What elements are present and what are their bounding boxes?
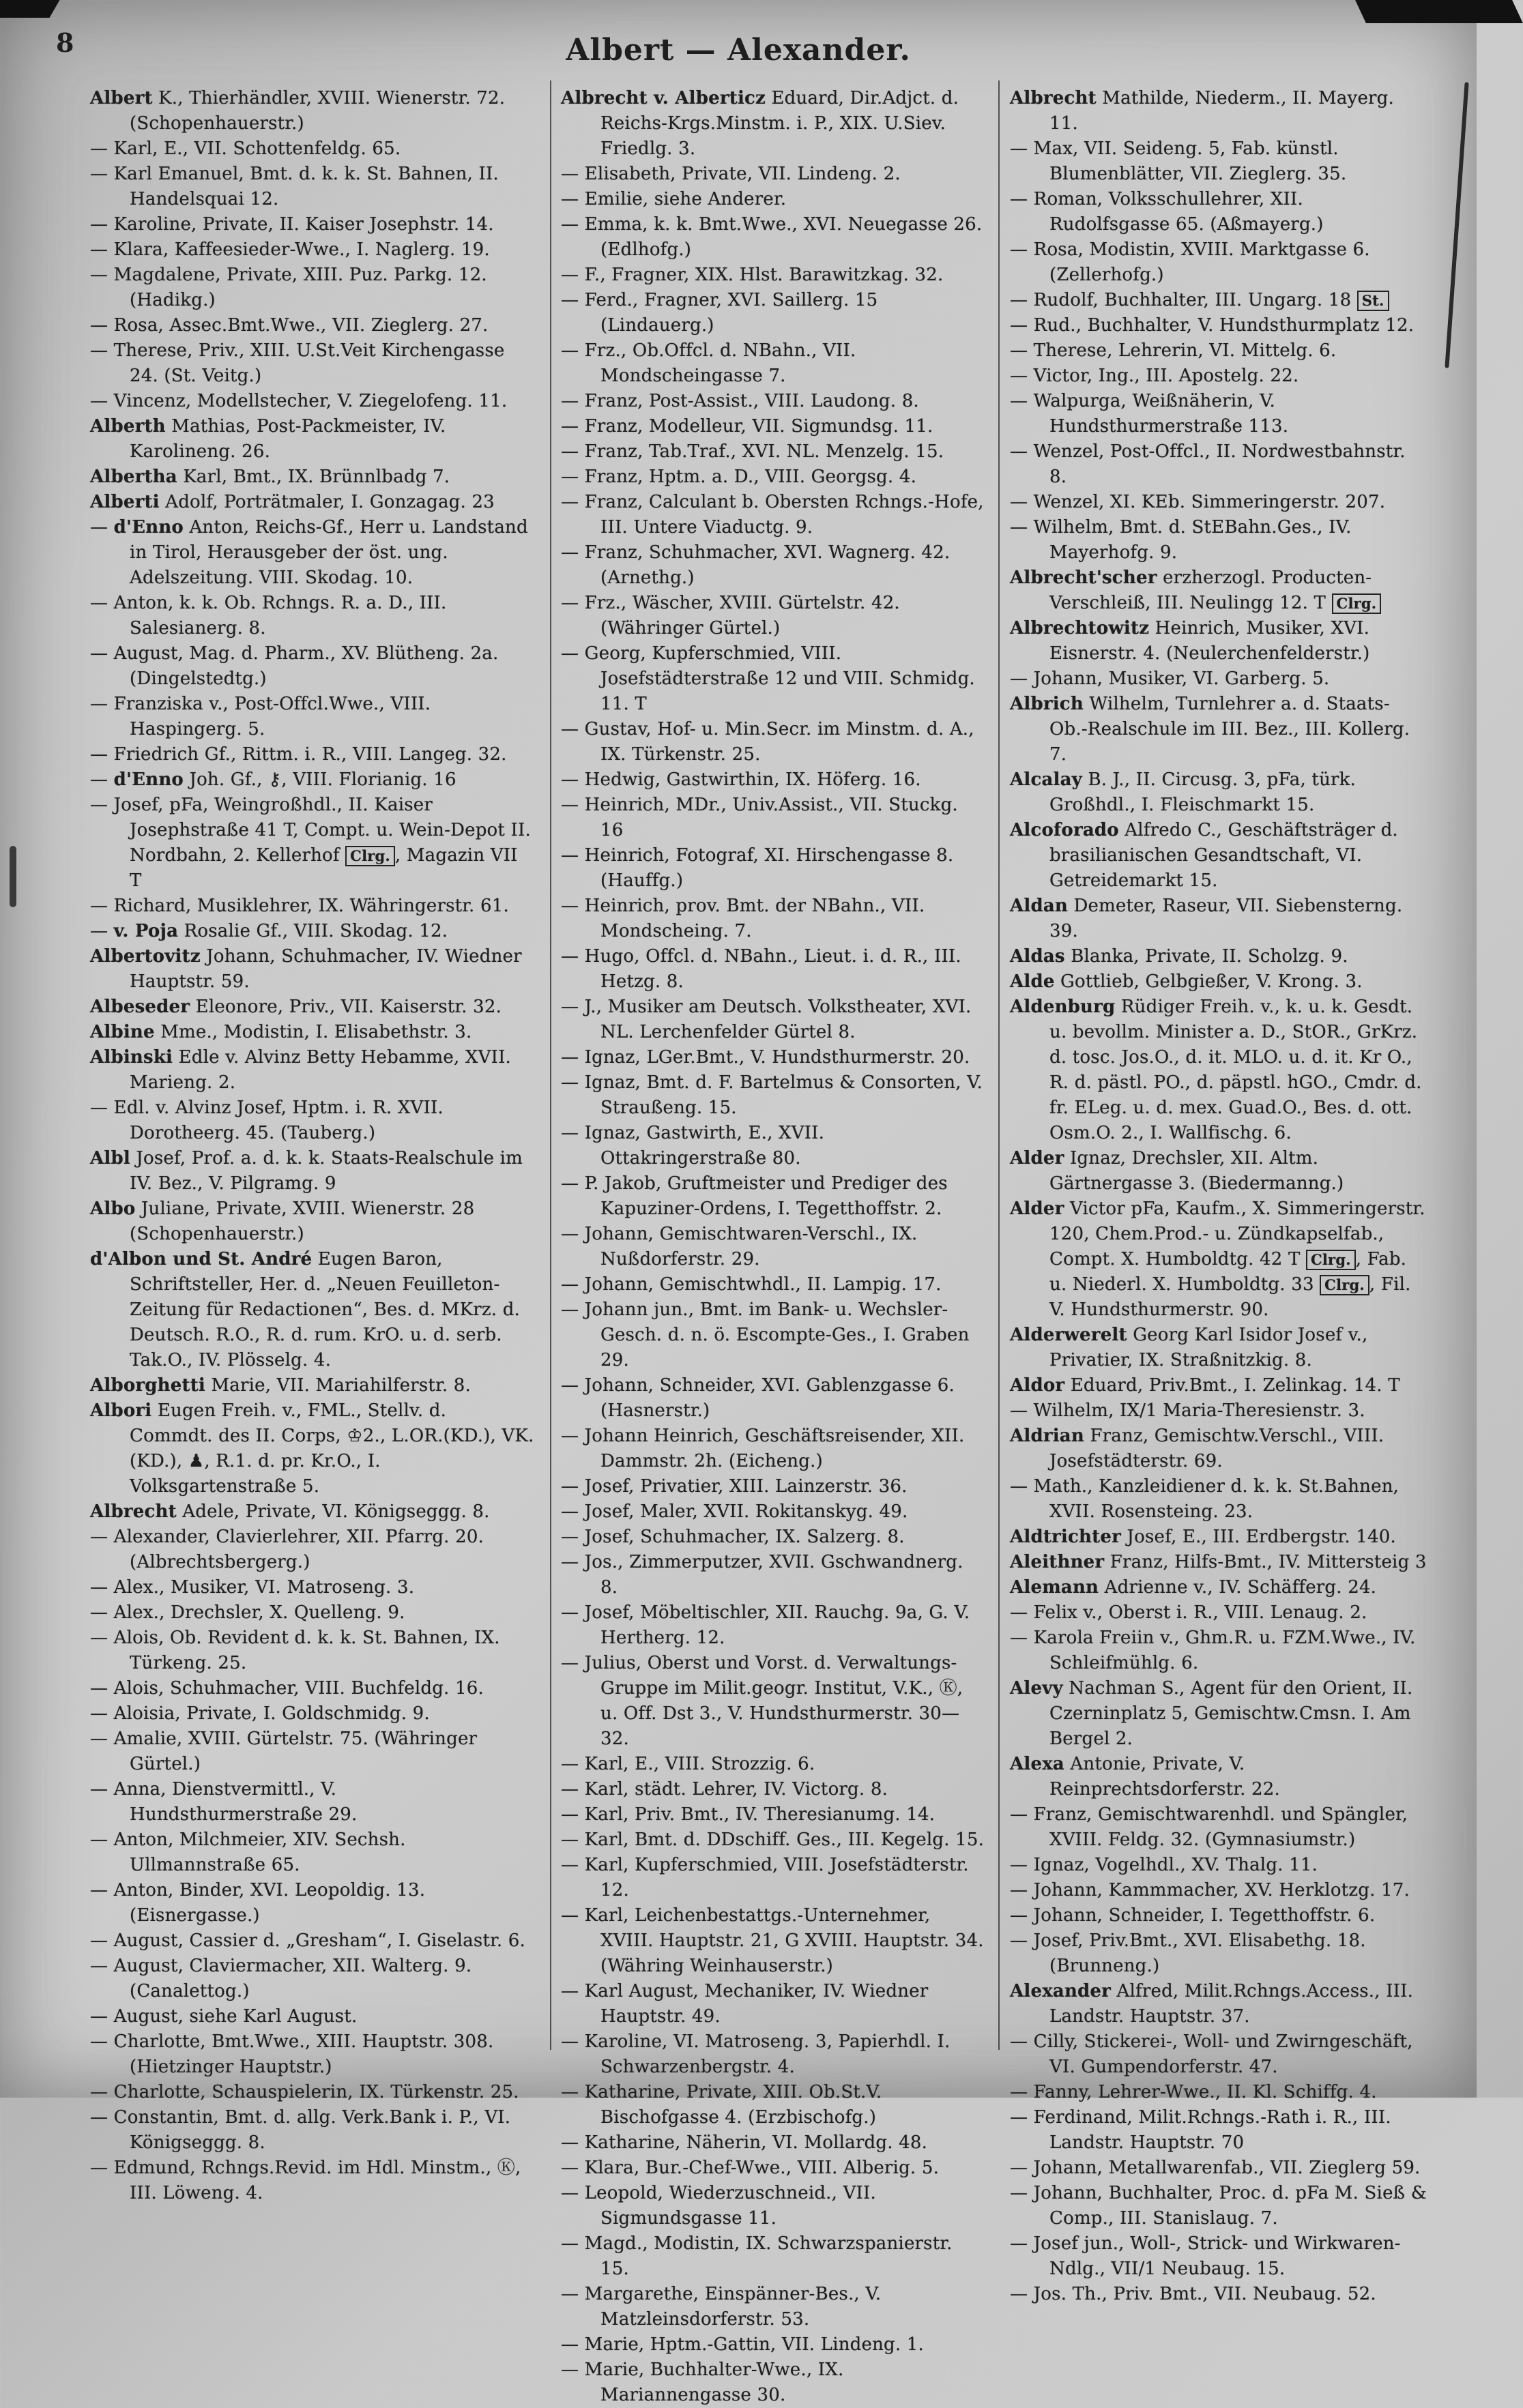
column-divider-2: [998, 80, 1000, 2050]
boxed-mark: Clrg.: [345, 846, 395, 866]
entry-surname: Aldor: [1010, 1375, 1065, 1396]
directory-entry: — Johann, Schneider, XVI. Gablenzgasse 6. (Hasnerstr.): [561, 1375, 955, 1421]
directory-entry: — Anton, Binder, XVI. Leopoldig. 13. (Eisnergasse.): [90, 1880, 426, 1926]
directory-entry: — Anton, Milchmeier, XIV. Sechsh. Ullmannstraße 65.: [90, 1830, 406, 1875]
entry-surname: Albrecht: [1010, 88, 1097, 108]
entry-surname: Alberti: [90, 492, 160, 512]
directory-entry: Alberti Adolf, Porträtmaler, I. Gonzagag. 23: [90, 492, 495, 512]
directory-entry: — Klara, Bur.-Chef-Wwe., VIII. Alberig. 5.: [561, 2158, 940, 2178]
entry-surname: Aldan: [1010, 896, 1068, 916]
entry-surname: Aleithner: [1010, 1552, 1105, 1572]
directory-entry: — Johann, Gemischtwhdl., II. Lampig. 17.: [561, 1274, 942, 1295]
directory-entry: Albrecht Adele, Private, VI. Königseggg. 8.: [90, 1501, 490, 1522]
directory-entry: — Charlotte, Schauspielerin, IX. Türkenstr. 25.: [90, 2082, 519, 2102]
directory-entry: — Katharine, Näherin, VI. Mollardg. 48.: [561, 2132, 928, 2153]
directory-entry: — Josef, Priv.Bmt., XVI. Elisabethg. 18. (Brunneng.): [1010, 1930, 1366, 1976]
directory-entry: d'Albon und St. André Eugen Baron, Schriftsteller, Her. d. „Neuen Feuilleton-Zeitung für Redactionen“, Bes. d. MKrz. d. Deutsch. R.O., R. d. rum. KrO. u. d. serb. Tak.O., IV. Plösselg. 4.: [90, 1249, 521, 1370]
directory-entry: — Franz, Modelleur, VII. Sigmundsg. 11.: [561, 416, 933, 437]
directory-entry: — Karl, E., VII. Schottenfeldg. 65.: [90, 138, 401, 159]
entry-surname: Aldtrichter: [1010, 1527, 1121, 1547]
directory-entry: — Karola Freiin v., Ghm.R. u. FZM.Wwe., IV. Schleifmühlg. 6.: [1010, 1628, 1416, 1673]
directory-entry: — Emilie, siehe Anderer.: [561, 189, 787, 209]
directory-entry: — Wenzel, Post-Offcl., II. Nordwestbahnstr. 8.: [1010, 441, 1406, 487]
entry-surname: Alberth: [90, 416, 166, 437]
directory-entry: Albeseder Eleonore, Priv., VII. Kaiserstr. 32.: [90, 997, 502, 1017]
directory-entry: — Heinrich, Fotograf, XI. Hirschengasse 8. (Hauffg.): [561, 845, 954, 891]
directory-entry: — Rosa, Modistin, XVIII. Marktgasse 6. (Zellerhofg.): [1010, 239, 1370, 285]
directory-entry: — Magd., Modistin, IX. Schwarzspanierstr. 15.: [561, 2233, 953, 2279]
directory-entry: — Rud., Buchhalter, V. Hundsthurmplatz 12.: [1010, 315, 1415, 336]
directory-entry: — d'Enno Joh. Gf., ⚷, VIII. Florianig. 16: [90, 769, 456, 790]
directory-entry: — Franz, Hptm. a. D., VIII. Georgsg. 4.: [561, 467, 917, 487]
directory-entry: Albrecht v. Alberticz Eduard, Dir.Adjct. d. Reichs-Krgs.Minstm. i. P., XIX. U.Siev. Friedlg. 3.: [561, 88, 959, 159]
directory-entry: — Franz, Gemischtwarenhdl. und Spängler, XVIII. Feldg. 32. (Gymnasiumstr.): [1010, 1804, 1408, 1850]
directory-entry: — Amalie, XVIII. Gürtelstr. 75. (Währinger Gürtel.): [90, 1729, 478, 1774]
directory-entry: — Wenzel, XI. KEb. Simmeringerstr. 207.: [1010, 492, 1386, 512]
directory-entry: Albrecht'scher erzherzogl. Producten-Verschleiß, III. Neulingg 12. T Clrg.: [1010, 566, 1427, 616]
entry-surname: Albert: [90, 88, 153, 108]
scan-artifact-left-edge: [10, 846, 16, 907]
directory-entry: — Karoline, VI. Matroseng. 3, Papierhdl. I. Schwarzenbergstr. 4.: [561, 2031, 951, 2077]
directory-entry: — Karl, Leichenbestattgs.-Unternehmer, XVIII. Hauptstr. 21, G XVIII. Hauptstr. 34. (Währing Weinhauserstr.): [561, 1905, 984, 1976]
entry-surname: Albeseder: [90, 997, 190, 1017]
directory-entry: — Katharine, Private, XIII. Ob.St.V. Bischofgasse 4. (Erzbischofg.): [561, 2082, 882, 2128]
directory-entry: — Wilhelm, Bmt. d. StEBahn.Ges., IV. Mayerhofg. 9.: [1010, 517, 1352, 563]
directory-entry: — Georg, Kupferschmied, VIII. Josefstädterstraße 12 und VIII. Schmidg. 11. T: [561, 643, 975, 714]
entry-surname: Alcoforado: [1010, 820, 1119, 840]
directory-entry: — Richard, Musiklehrer, IX. Währingerstr. 61.: [90, 896, 509, 916]
column-divider-1: [550, 80, 551, 2050]
directory-entry: — August, Claviermacher, XII. Walterg. 9. (Canalettog.): [90, 1956, 472, 2001]
directory-entry: — Franz, Post-Assist., VIII. Laudong. 8.: [561, 391, 919, 411]
directory-entry: Albl Josef, Prof. a. d. k. k. Staats-Realschule im IV. Bez., V. Pilgramg. 9: [90, 1148, 523, 1194]
directory-entry: Aldan Demeter, Raseur, VII. Siebensterng. 39.: [1010, 896, 1403, 941]
entry-surname: Aldas: [1010, 946, 1065, 967]
directory-entry: — Josef, pFa, Weingroßhdl., II. Kaiser Josephstraße 41 T, Compt. u. Wein-Depot II. Nordbahn, 2. Kellerhof Clrg. , Magazin VII T: [90, 795, 531, 891]
directory-column-2: [561, 86, 985, 2405]
directory-entry: Alder Victor pFa, Kaufm., X. Simmeringerstr. 120, Chem.Prod.- u. Zündkapselfab., Compt. X. Humboldtg. 42 T Clrg. , Fab. u. Niederl. X. Humboldtg. 33 Clrg. , Fil. V. Hundsthurmerstr. 90.: [1010, 1199, 1425, 1320]
directory-entry: — Josef, Maler, XVII. Rokitanskyg. 49.: [561, 1501, 908, 1522]
directory-entry: Albrechtowitz Heinrich, Musiker, XVI. Eisnerstr. 4. (Neulerchenfelderstr.): [1010, 618, 1370, 664]
directory-entry: — Johann jun., Bmt. im Bank- u. Wechsler-Gesch. d. n. ö. Escompte-Ges., I. Graben 29.: [561, 1300, 970, 1370]
directory-entry: — Frz., Ob.Offcl. d. NBahn., VII. Mondscheingasse 7.: [561, 340, 856, 386]
directory-entry: — Rosa, Assec.Bmt.Wwe., VII. Zieglerg. 27.: [90, 315, 489, 336]
scan-artifact-top-right: [1355, 0, 1523, 23]
entry-surname: Aldrian: [1010, 1426, 1084, 1446]
directory-entry: — J., Musiker am Deutsch. Volkstheater, XVI. NL. Lerchenfelder Gürtel 8.: [561, 997, 972, 1042]
directory-entry: Aldrian Franz, Gemischtw.Verschl., VIII. Josefstädterstr. 69.: [1010, 1426, 1384, 1471]
directory-entry: — Friedrich Gf., Rittm. i. R., VIII. Langeg. 32.: [90, 744, 507, 765]
directory-entry: — Jos., Zimmerputzer, XVII. Gschwandnerg. 8.: [561, 1552, 963, 1598]
directory-entry: — Fanny, Lehrer-Wwe., II. Kl. Schiffg. 4.: [1010, 2082, 1377, 2102]
directory-entry: Albertha Karl, Bmt., IX. Brünnlbadg 7.: [90, 467, 450, 487]
directory-entry: — Therese, Priv., XIII. U.St.Veit Kirchengasse 24. (St. Veitg.): [90, 340, 505, 386]
entry-surname: Alde: [1010, 971, 1055, 992]
boxed-mark: Clrg.: [1320, 1275, 1369, 1295]
directory-entry: Alcoforado Alfredo C., Geschäftsträger d. brasilianischen Gesandtschaft, VI. Getreidemarkt 15.: [1010, 820, 1398, 891]
directory-entry: — Ignaz, Bmt. d. F. Bartelmus & Consorten, V. Straußeng. 15.: [561, 1072, 983, 1118]
entry-surname: d'Enno: [113, 769, 184, 790]
directory-entry: Albori Eugen Freih. v., FML., Stellv. d. Commdt. des II. Corps, ♔2., L.OR.(KD.), VK. (KD.), ♟, R.1. d. pr. Kr.O., I. Volksgartenstraße 5.: [90, 1400, 534, 1497]
entry-surname: Albrecht v. Alberticz: [561, 88, 766, 108]
entry-surname: Albrechtowitz: [1010, 618, 1150, 638]
directory-entry: — Karl, städt. Lehrer, IV. Victorg. 8.: [561, 1779, 888, 1800]
entry-surname: Albl: [90, 1148, 130, 1169]
directory-entry: Albert K., Thierhändler, XVIII. Wienerstr. 72. (Schopenhauerstr.): [90, 88, 506, 134]
directory-entry: — Anton, k. k. Ob. Rchngs. R. a. D., III. Salesianerg. 8.: [90, 593, 447, 638]
page-title: Albert — Alexander.: [566, 33, 911, 68]
directory-entry: Alexa Antonie, Private, V. Reinprechtsdorferstr. 22.: [1010, 1754, 1280, 1800]
directory-entry: — Frz., Wäscher, XVIII. Gürtelstr. 42. (Währinger Gürtel.): [561, 593, 900, 638]
directory-entry: Aldas Blanka, Private, II. Scholzg. 9.: [1010, 946, 1348, 967]
directory-entry: — Marie, Buchhalter-Wwe., IX. Mariannengasse 30.: [561, 2360, 844, 2405]
directory-entry: — Alois, Ob. Revident d. k. k. St. Bahnen, IX. Türkeng. 25.: [90, 1628, 500, 1673]
directory-entry: — Anna, Dienstvermittl., V. Hundsthurmerstraße 29.: [90, 1779, 358, 1825]
entry-surname: Albori: [90, 1400, 152, 1421]
directory-column-3: [1010, 86, 1427, 2304]
boxed-mark: Clrg.: [1306, 1250, 1356, 1270]
directory-entry: — Aloisia, Private, I. Goldschmidg. 9.: [90, 1703, 430, 1724]
directory-entry: Alborghetti Marie, VII. Mariahilferstr. 8.: [90, 1375, 471, 1396]
directory-entry: — Karl, Bmt. d. DDschiff. Ges., III. Kegelg. 15.: [561, 1830, 985, 1850]
directory-entry: — Emma, k. k. Bmt.Wwe., XVI. Neuegasse 26. (Edlhofg.): [561, 214, 983, 260]
directory-entry: — Alois, Schuhmacher, VIII. Buchfeldg. 16.: [90, 1678, 484, 1699]
directory-entry: Alcalay B. J., II. Circusg. 3, pFa, türk. Großhdl., I. Fleischmarkt 15.: [1010, 769, 1357, 815]
directory-entry: — Alex., Musiker, VI. Matroseng. 3.: [90, 1577, 415, 1598]
directory-entry: — Leopold, Wiederzuschneid., VII. Sigmundsgasse 11.: [561, 2183, 876, 2229]
directory-entry: — Franz, Schuhmacher, XVI. Wagnerg. 42. (Arnethg.): [561, 542, 951, 588]
boxed-mark: Clrg.: [1332, 593, 1382, 614]
entry-surname: Albrecht'scher: [1010, 568, 1157, 588]
directory-entry: — Josef, Privatier, XIII. Lainzerstr. 36.: [561, 1476, 908, 1497]
directory-entry: Alexander Alfred, Milit.Rchngs.Access., III. Landstr. Hauptstr. 37.: [1010, 1981, 1414, 2027]
directory-entry: Aldor Eduard, Priv.Bmt., I. Zelinkag. 14. T: [1010, 1375, 1400, 1396]
directory-entry: — Hugo, Offcl. d. NBahn., Lieut. i. d. R., III. Hetzg. 8.: [561, 946, 961, 992]
entry-surname: Albo: [90, 1199, 136, 1219]
directory-entry: Alberth Mathias, Post-Packmeister, IV. Karolineng. 26.: [90, 416, 446, 462]
directory-entry: — Franz, Calculant b. Obersten Rchngs.-Hofe, III. Untere Viaductg. 9.: [561, 492, 984, 538]
directory-entry: — Rudolf, Buchhalter, III. Ungarg. 18 St.: [1010, 288, 1427, 313]
directory-entry: Albrich Wilhelm, Turnlehrer a. d. Staats- Ob.-Realschule im III. Bez., III. Kollerg. 7.: [1010, 694, 1410, 765]
directory-entry: — Margarethe, Einspänner-Bes., V. Matzleinsdorferstr. 53.: [561, 2284, 882, 2330]
directory-entry: — Alexander, Clavierlehrer, XII. Pfarrg. 20. (Albrechtsbergerg.): [90, 1527, 484, 1572]
directory-entry: — v. Poja Rosalie Gf., VIII. Skodag. 12.: [90, 921, 448, 941]
entry-surname: Albertovitz: [90, 946, 201, 967]
directory-entry: — Edl. v. Alvinz Josef, Hptm. i. R. XVII. Dorotheerg. 45. (Tauberg.): [90, 1098, 444, 1143]
directory-entry: — Johann Heinrich, Geschäftsreisender, XII. Dammstr. 2h. (Eicheng.): [561, 1426, 965, 1471]
directory-entry: — Heinrich, MDr., Univ.Assist., VII. Stuckg. 16: [561, 795, 958, 840]
entry-surname: d'Albon und St. André: [90, 1249, 313, 1269]
directory-entry: — Constantin, Bmt. d. allg. Verk.Bank i. P., VI. Königseggg. 8.: [90, 2107, 511, 2153]
directory-entry: — Alex., Drechsler, X. Quelleng. 9.: [90, 1602, 405, 1623]
directory-entry: — August, Cassier d. „Gresham“, I. Giselastr. 6.: [90, 1930, 525, 1951]
entry-surname: v. Poja: [113, 921, 179, 941]
scan-artifact-top-left: [0, 0, 60, 18]
directory-entry: — Josef, Schuhmacher, IX. Salzerg. 8.: [561, 1527, 905, 1547]
directory-entry: — Magdalene, Private, XIII. Puz. Parkg. 12. (Hadikg.): [90, 265, 487, 310]
entry-surname: Albrich: [1010, 694, 1084, 714]
directory-entry: — Therese, Lehrerin, VI. Mittelg. 6.: [1010, 340, 1337, 361]
directory-entry: — Johann, Gemischtwaren-Verschl., IX. Nußdorferstr. 29.: [561, 1224, 918, 1269]
directory-entry: — Karl, Priv. Bmt., IV. Theresianumg. 14.: [561, 1804, 935, 1825]
directory-entry: — Johann, Kammmacher, XV. Herklotzg. 17.: [1010, 1880, 1410, 1900]
entry-surname: Albine: [90, 1022, 155, 1042]
entry-surname: Alexander: [1010, 1981, 1112, 2001]
directory-entry: Albertovitz Johann, Schuhmacher, IV. Wiedner Hauptstr. 59.: [90, 946, 522, 992]
directory-entry: — Charlotte, Bmt.Wwe., XIII. Hauptstr. 308. (Hietzinger Hauptstr.): [90, 2031, 494, 2077]
directory-entry: Alderwerelt Georg Karl Isidor Josef v., Privatier, IX. Straßnitzkig. 8.: [1010, 1325, 1368, 1370]
entry-surname: d'Enno: [113, 517, 184, 538]
directory-entry: — Vincenz, Modellstecher, V. Ziegelofeng. 11.: [90, 391, 508, 411]
directory-entry: — Heinrich, prov. Bmt. der NBahn., VII. Mondscheing. 7.: [561, 896, 925, 941]
directory-entry: — Walpurga, Weißnäherin, V. Hundsthurmerstraße 113.: [1010, 391, 1289, 437]
entry-surname: Alder: [1010, 1148, 1064, 1169]
directory-entry: — Ferdinand, Milit.Rchngs.-Rath i. R., III. Landstr. Hauptstr. 70: [1010, 2107, 1391, 2153]
directory-entry: — Karoline, Private, II. Kaiser Josephstr. 14.: [90, 214, 494, 235]
directory-entry: — Johann, Schneider, I. Tegetthoffstr. 6.: [1010, 1905, 1376, 1926]
directory-entry: — Hedwig, Gastwirthin, IX. Höferg. 16.: [561, 769, 921, 790]
directory-entry: — Victor, Ing., III. Apostelg. 22.: [1010, 366, 1299, 386]
directory-entry: — Ignaz, LGer.Bmt., V. Hundsthurmerstr. 20.: [561, 1047, 970, 1068]
directory-entry: — Ignaz, Gastwirth, E., XVII. Ottakringerstraße 80.: [561, 1123, 825, 1169]
entry-surname: Alemann: [1010, 1577, 1099, 1598]
directory-entry: — Johann, Metallwarenfab., VII. Zieglerg 59.: [1010, 2158, 1421, 2178]
directory-entry: — Josef jun., Woll-, Strick- und Wirkwaren-Ndlg., VII/1 Neubaug. 15.: [1010, 2233, 1401, 2279]
entry-surname: Albertha: [90, 467, 177, 487]
directory-entry: — Johann, Musiker, VI. Garberg. 5.: [1010, 669, 1330, 689]
directory-entry: — Wilhelm, IX/1 Maria-Theresienstr. 3.: [1010, 1400, 1365, 1421]
entry-surname: Alcalay: [1010, 769, 1082, 790]
boxed-mark: St.: [1357, 291, 1389, 311]
directory-entry: — Cilly, Stickerei-, Woll- und Zwirngeschäft, VI. Gumpendorferstr. 47.: [1010, 2031, 1413, 2077]
directory-entry: Alemann Adrienne v., IV. Schäfferg. 24.: [1010, 1577, 1377, 1598]
directory-entry: — F., Fragner, XIX. Hlst. Barawitzkag. 32.: [561, 265, 944, 285]
directory-entry: — Franziska v., Post-Offcl.Wwe., VIII. Haspingerg. 5.: [90, 694, 431, 739]
directory-entry: — Karl, E., VIII. Strozzig. 6.: [561, 1754, 815, 1774]
directory-entry: Albo Juliane, Private, XVIII. Wienerstr. 28 (Schopenhauerstr.): [90, 1199, 475, 1244]
entry-surname: Alexa: [1010, 1754, 1064, 1774]
entry-surname: Aldenburg: [1010, 997, 1116, 1017]
directory-entry: Albine Mme., Modistin, I. Elisabethstr. 3.: [90, 1022, 472, 1042]
directory-entry: — Josef, Möbeltischler, XII. Rauchg. 9a, G. V. Hertherg. 12.: [561, 1602, 970, 1648]
directory-entry: — Marie, Hptm.-Gattin, VII. Lindeng. 1.: [561, 2334, 925, 2355]
directory-entry: Alder Ignaz, Drechsler, XII. Altm. Gärtnergasse 3. (Biedermanng.): [1010, 1148, 1344, 1194]
directory-entry: — Elisabeth, Private, VII. Lindeng. 2.: [561, 164, 901, 184]
directory-entry: — Johann, Buchhalter, Proc. d. pFa M. Sieß & Comp., III. Stanislaug. 7.: [1010, 2183, 1427, 2229]
directory-entry: — Ferd., Fragner, XVI. Saillerg. 15 (Lindauerg.): [561, 290, 878, 336]
directory-entry: Aleithner Franz, Hilfs-Bmt., IV. Mittersteig 3: [1010, 1552, 1427, 1572]
directory-entry: — Karl August, Mechaniker, IV. Wiedner Hauptstr. 49.: [561, 1981, 929, 2027]
directory-entry: — August, siehe Karl August.: [90, 2006, 358, 2027]
directory-entry: Aldenburg Rüdiger Freih. v., k. u. k. Gesdt. u. bevollm. Minister a. D., StOR., GrKrz. d. tosc. Jos.O., d. it. MLO. u. d. it. Kr O., R. d. pästl. PO., d. päpstl. hGO., Cmdr. d. fr. ELeg. u. d. mex. Guad.O., Bes. d. ott. Osm.O. 2., I. Wallfischg. 6.: [1010, 997, 1422, 1143]
directory-column-1: [90, 86, 535, 2203]
directory-entry: — Klara, Kaffeesieder-Wwe., I. Naglerg. 19.: [90, 239, 490, 260]
directory-entry: — Ignaz, Vogelhdl., XV. Thalg. 11.: [1010, 1855, 1318, 1875]
directory-entry: Albrecht Mathilde, Niederm., II. Mayerg. 11.: [1010, 88, 1394, 134]
directory-entry: Albinski Edle v. Alvinz Betty Hebamme, XVII. Marieng. 2.: [90, 1047, 511, 1093]
directory-entry: Alde Gottlieb, Gelbgießer, V. Krong. 3.: [1010, 971, 1363, 992]
entry-surname: Alder: [1010, 1199, 1064, 1219]
directory-entry: — Julius, Oberst und Vorst. d. Verwaltungs-Gruppe im Milit.geogr. Institut, V.K., Ⓚ, u. Off. Dst 3., V. Hundsthurmerstr. 30—32.: [561, 1653, 963, 1749]
directory-entry: — Felix v., Oberst i. R., VIII. Lenaug. 2.: [1010, 1602, 1367, 1623]
directory-entry: — P. Jakob, Gruftmeister und Prediger des Kapuziner-Ordens, I. Tegetthoffstr. 2.: [561, 1173, 948, 1219]
directory-entry: — Karl, Kupferschmied, VIII. Josefstädterstr. 12.: [561, 1855, 969, 1900]
entry-surname: Albinski: [90, 1047, 173, 1068]
directory-entry: — Max, VII. Seideng. 5, Fab. künstl. Blumenblätter, VII. Zieglerg. 35.: [1010, 138, 1347, 184]
directory-entry: — Math., Kanzleidiener d. k. k. St.Bahnen, XVII. Rosensteing. 23.: [1010, 1476, 1399, 1522]
directory-entry: — Karl Emanuel, Bmt. d. k. k. St. Bahnen, II. Handelsquai 12.: [90, 164, 499, 209]
directory-entry: — Jos. Th., Priv. Bmt., VII. Neubaug. 52.: [1010, 2284, 1376, 2304]
entry-surname: Alderwerelt: [1010, 1325, 1127, 1345]
page-number: 8: [56, 27, 74, 58]
entry-surname: Alborghetti: [90, 1375, 205, 1396]
directory-entry: — d'Enno Anton, Reichs-Gf., Herr u. Landstand in Tirol, Herausgeber der öst. ung. Adelszeitung. VIII. Skodag. 10.: [90, 517, 528, 588]
directory-entry: — August, Mag. d. Pharm., XV. Blütheng. 2a. (Dingelstedtg.): [90, 643, 499, 689]
scan-artifact-right-edge: [1445, 82, 1468, 368]
directory-entry: — Edmund, Rchngs.Revid. im Hdl. Minstm., Ⓚ, III. Löweng. 4.: [90, 2158, 521, 2203]
directory-entry: — Franz, Tab.Traf., XVI. NL. Menzelg. 15.: [561, 441, 944, 462]
directory-entry: Aldtrichter Josef, E., III. Erdbergstr. 140.: [1010, 1527, 1396, 1547]
directory-entry: Alevy Nachman S., Agent für den Orient, II. Czerninplatz 5, Gemischtw.Cmsn. I. Am Bergel 2.: [1010, 1678, 1413, 1749]
entry-surname: Albrecht: [90, 1501, 177, 1522]
directory-entry: — Roman, Volksschullehrer, XII. Rudolfsgasse 65. (Aßmayerg.): [1010, 189, 1324, 235]
directory-entry: — Gustav, Hof- u. Min.Secr. im Minstm. d. A., IX. Türkenstr. 25.: [561, 719, 974, 765]
entry-surname: Alevy: [1010, 1678, 1063, 1699]
